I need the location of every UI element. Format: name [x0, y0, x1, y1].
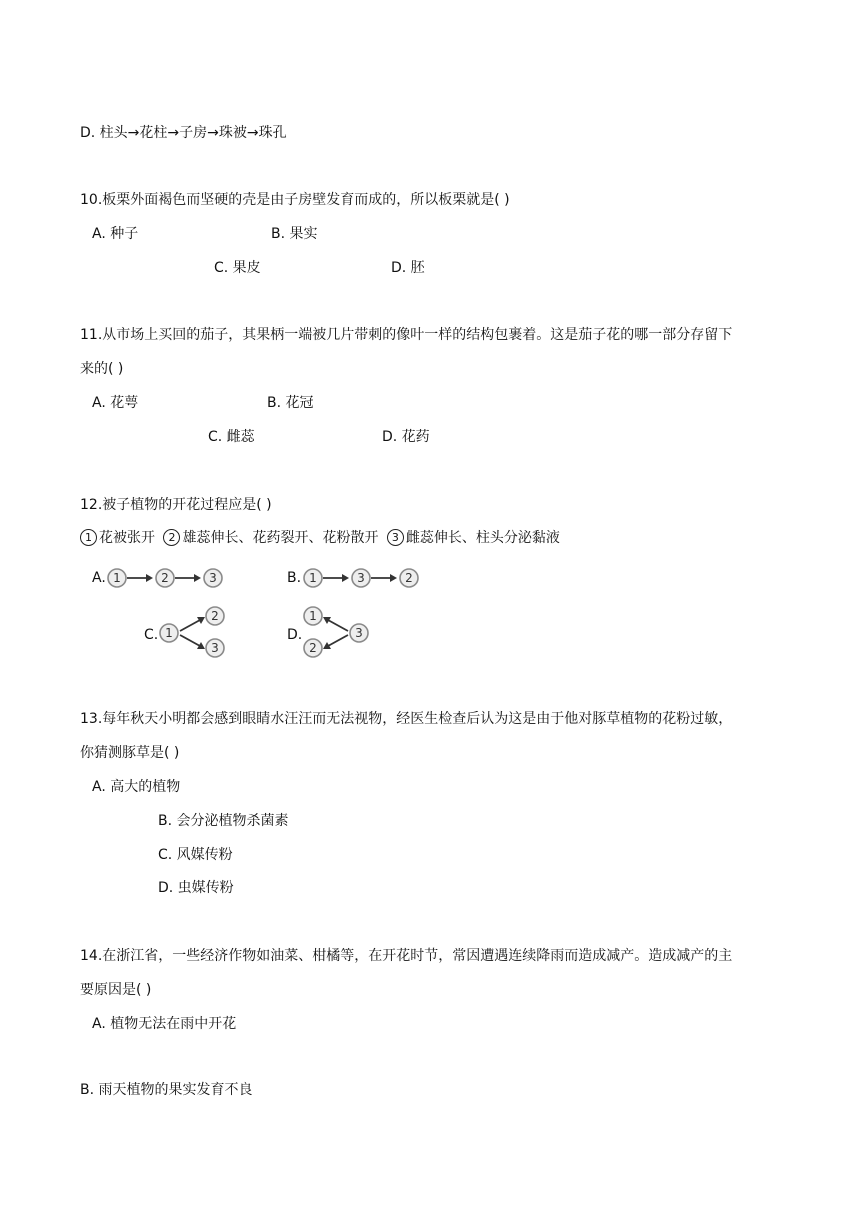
circled-number: 1 — [80, 529, 97, 546]
q12-item-3 — [387, 530, 560, 546]
q14-stem-line2: 要原因是( ) — [80, 982, 152, 998]
q14-option-a[interactable]: A. 植物无法在雨中开花 — [92, 1016, 237, 1032]
node-label: 3 — [355, 626, 363, 640]
arrow-line — [180, 635, 200, 646]
q12-option-c-diagram[interactable] — [158, 606, 230, 658]
arrow-line — [328, 620, 348, 631]
node-label: 1 — [309, 571, 317, 585]
q11-stem-line1: 11.从市场上买回的茄子，其果柄一端被几片带刺的像叶一样的结构包裹着。这是茄子花的哪一部分存留下 — [80, 327, 733, 343]
q10-option-a[interactable]: A. 种子 — [92, 226, 139, 242]
node-label: 3 — [209, 571, 217, 585]
node-label: 1 — [165, 626, 173, 640]
q9-option-d[interactable]: D. 柱头→花柱→子房→珠被→珠孔 — [80, 125, 287, 141]
arrow-head — [342, 574, 349, 582]
q12-item-2-text: 雄蕊伸长、花药裂开、花粉散开 — [182, 530, 379, 546]
q10-option-d[interactable]: D. 胚 — [391, 260, 425, 276]
q11-stem-line2: 来的( ) — [80, 361, 124, 377]
node-label: 2 — [405, 571, 413, 585]
arrow-head — [194, 574, 201, 582]
node-label: 1 — [113, 571, 121, 585]
q13-option-a[interactable]: A. 高大的植物 — [92, 779, 181, 795]
q12-option-b-seq — [304, 569, 418, 587]
arrow-line — [180, 620, 200, 631]
node-label: 2 — [211, 609, 219, 623]
q12-option-d-diagram[interactable] — [302, 606, 374, 658]
q14-option-b[interactable]: B. 雨天植物的果实发育不良 — [80, 1082, 253, 1098]
q13-option-b[interactable]: B. 会分泌植物杀菌素 — [158, 813, 289, 829]
node-label: 3 — [357, 571, 365, 585]
q13-stem-line1: 13.每年秋天小明都会感到眼睛水汪汪而无法视物，经医生检查后认为这是由于他对豚草植物的花粉过敏， — [80, 711, 733, 727]
q12-option-b-label[interactable]: B. — [287, 570, 302, 586]
q12-option-b-diagram[interactable] — [302, 566, 422, 590]
q12-option-c-label[interactable]: C. — [144, 627, 159, 643]
q11-option-b[interactable]: B. 花冠 — [267, 395, 314, 411]
node-label: 3 — [211, 641, 219, 655]
q12-process-items — [80, 529, 560, 547]
circled-number: 3 — [387, 529, 404, 546]
node-label: 2 — [309, 641, 317, 655]
q12-option-a-diagram[interactable] — [106, 566, 226, 590]
q12-option-a-seq — [108, 569, 222, 587]
q12-item-1 — [80, 530, 155, 546]
q10-option-b[interactable]: B. 果实 — [271, 226, 318, 242]
q12-item-3-text: 雌蕊伸长、柱头分泌黏液 — [405, 530, 560, 546]
q12-option-d-branch — [304, 607, 368, 657]
q14-stem-line1: 14.在浙江省，一些经济作物如油菜、柑橘等，在开花时节，常因遭遇连续降雨而造成减产。造成减产的主 — [80, 948, 733, 964]
q13-stem-line2: 你猜测豚草是( ) — [80, 745, 180, 761]
q11-option-d[interactable]: D. 花药 — [382, 429, 430, 445]
circled-number: 2 — [163, 529, 180, 546]
q13-option-c[interactable]: C. 风媒传粉 — [158, 847, 233, 863]
q11-option-a[interactable]: A. 花萼 — [92, 395, 139, 411]
q10-stem: 10.板栗外面褐色而坚硬的壳是由子房壁发育而成的，所以板栗就是( ) — [80, 192, 510, 208]
arrow-head — [390, 574, 397, 582]
q10-option-c[interactable]: C. 果皮 — [214, 260, 261, 276]
q12-stem: 12.被子植物的开花过程应是( ) — [80, 497, 272, 513]
q12-item-1-text: 花被张开 — [99, 530, 155, 546]
arrow-head — [146, 574, 153, 582]
node-label: 1 — [309, 609, 317, 623]
q12-option-d-label[interactable]: D. — [287, 627, 303, 643]
arrow-line — [328, 635, 348, 646]
q12-option-a-label[interactable]: A. — [92, 570, 106, 586]
q11-option-c[interactable]: C. 雌蕊 — [208, 429, 255, 445]
q12-item-2 — [163, 530, 378, 546]
q13-option-d[interactable]: D. 虫媒传粉 — [158, 880, 234, 896]
node-label: 2 — [161, 571, 169, 585]
q12-option-c-branch — [160, 607, 224, 657]
